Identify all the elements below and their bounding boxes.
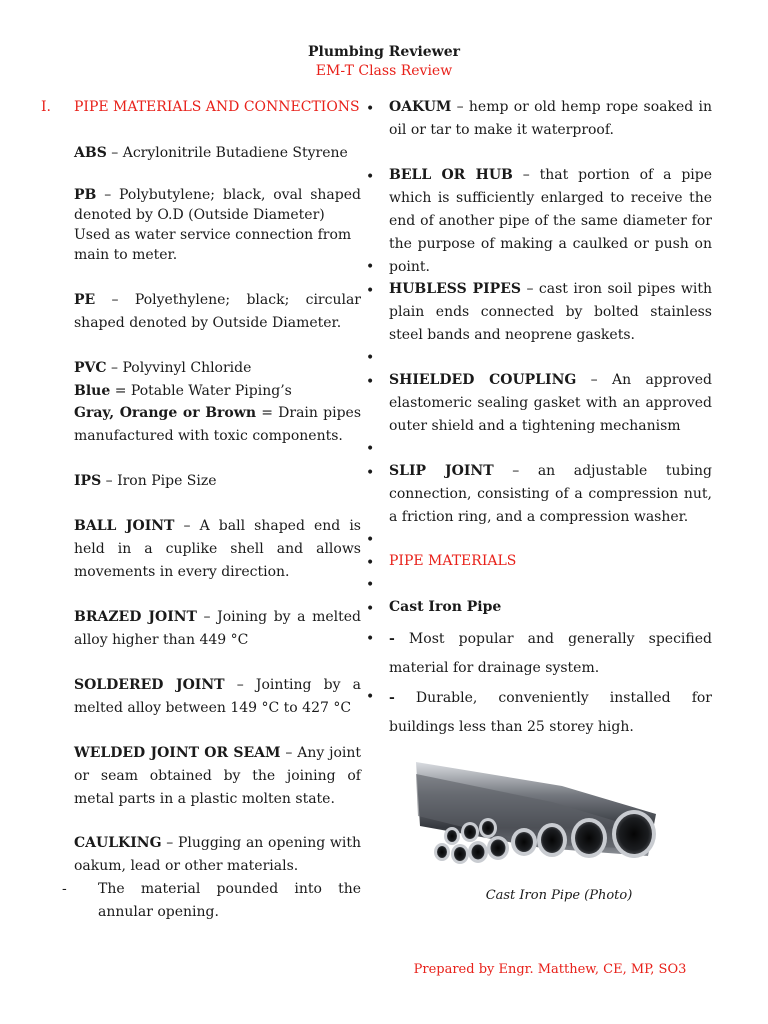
caulking-subpoint (62, 878, 361, 924)
cast-iron-point-2 (389, 684, 712, 742)
page-footer: Prepared by Engr. Matthew, CE, MP, SO3 (413, 962, 687, 977)
entry-ball-joint (74, 515, 361, 584)
term-pb: PB (74, 187, 97, 203)
entry-soldered-joint (74, 674, 361, 720)
bullet-cast-iron: • (366, 601, 375, 617)
term-slip-joint: SLIP JOINT (389, 463, 494, 479)
bullet-empty-5: • (366, 577, 375, 593)
entry-pb (74, 185, 361, 265)
section-heading (41, 96, 371, 119)
ci-point-2-text: Durable, conveniently installed for buildings less than 25 storey high. (389, 690, 712, 735)
term-ball-joint: BALL JOINT (74, 518, 175, 534)
term-blue: Blue (74, 382, 111, 399)
bullet-oakum: • (366, 101, 375, 117)
bullet-materials: • (366, 555, 375, 571)
def-pvc: – Polyvinyl Chloride (106, 360, 252, 376)
ci-dash-1: - (389, 631, 395, 647)
def-ball-joint: – A ball shaped end is held in a cuplike shell and allows movements in every direction. (74, 518, 361, 580)
bullet-slip: • (366, 465, 375, 481)
def-bell-hub: – that portion of a pipe which is sufficiently enlarged to receive the end of another pipe of the same diameter for the purpose of making a caulked or push on point. (389, 167, 713, 275)
cast-iron-heading (389, 596, 712, 619)
term-shielded-coupling: SHIELDED COUPLING (389, 372, 577, 388)
section-number: I. (41, 99, 51, 115)
bullet-hubless: • (366, 283, 375, 299)
def-hubless-pipes: – cast iron soil pipes with plain ends connected by bolted stainless steel bands and neoprene gaskets. (389, 281, 712, 343)
def-pb: – Polybutylene; black, oval shaped denoted by O.D (Outside Diameter) (74, 187, 361, 223)
entry-oakum (389, 96, 712, 142)
dash-marker: - (62, 881, 67, 897)
cast-iron-heading-text: Cast Iron Pipe (389, 599, 502, 615)
bullet-ci-2: • (366, 689, 375, 705)
def-gray: = Drain pipes manufactured with toxic components. (74, 405, 361, 444)
bullet-empty-1: • (366, 259, 375, 275)
term-caulking: CAULKING (74, 835, 162, 851)
entry-caulking (74, 832, 361, 878)
def-slip-joint: – an adjustable tubing connection, consisting of a compression nut, a friction ring, and a compression washer. (389, 463, 712, 525)
document-subtitle: EM-T Class Review (315, 63, 453, 79)
term-pvc: PVC (74, 360, 107, 376)
document-title: Plumbing Reviewer (307, 44, 461, 60)
def-pe: – Polyethylene; black; circular shaped denoted by Outside Diameter. (74, 292, 361, 331)
def-brazed-joint: – Joining by a melted alloy higher than 449 °C (74, 609, 361, 648)
term-welded-joint: WELDED JOINT OR SEAM (74, 745, 281, 761)
entry-ips (74, 470, 361, 493)
entry-abs (74, 142, 361, 165)
term-hubless-pipes: HUBLESS PIPES (389, 281, 521, 297)
def-oakum: – hemp or old hemp rope soaked in oil or tar to make it waterproof. (389, 99, 712, 138)
entry-pe (74, 289, 361, 335)
def-abs: – Acrylonitrile Butadiene Styrene (106, 145, 348, 161)
bullet-empty-2: • (366, 350, 375, 366)
def-ips: – Iron Pipe Size (101, 473, 217, 489)
entry-slip-joint (389, 460, 712, 529)
photo-caption: Cast Iron Pipe (Photo) (485, 888, 633, 903)
term-soldered-joint: SOLDERED JOINT (74, 677, 225, 693)
use-pb: Used as water service connection from main to meter. (74, 227, 352, 263)
term-ips: IPS (74, 473, 102, 489)
bullet-bell: • (366, 169, 375, 185)
term-gray: Gray, Orange or Brown (74, 405, 256, 421)
bullet-shielded: • (366, 374, 375, 390)
term-oakum: OAKUM (389, 99, 452, 115)
entry-shielded-coupling (389, 369, 712, 438)
cast-iron-pipe-photo (412, 756, 662, 868)
ci-dash-2: - (389, 690, 395, 706)
def-caulking: – Plugging an opening with oakum, lead or other materials. (74, 835, 361, 874)
bullet-empty-4: • (366, 532, 375, 548)
term-brazed-joint: BRAZED JOINT (74, 609, 197, 625)
def-welded-joint: – Any joint or seam obtained by the joining of metal parts in a plastic molten state. (74, 745, 361, 807)
term-abs: ABS (74, 145, 107, 161)
cast-iron-point-1 (389, 625, 712, 683)
entry-welded-joint (74, 742, 361, 811)
entry-hubless-pipes (389, 278, 712, 347)
section-title: PIPE MATERIALS AND CONNECTIONS (74, 99, 360, 115)
entry-bell-hub (389, 164, 712, 279)
def-soldered-joint: – Jointing by a melted alloy between 149 °C to 427 °C (74, 677, 361, 716)
def-blue: = Potable Water Piping’s (110, 382, 292, 399)
term-bell-hub: BELL OR HUB (389, 167, 513, 183)
caulking-subpoint-text: The material pounded into the annular opening. (98, 881, 361, 920)
ci-point-1-text: Most popular and generally specified material for drainage system. (389, 631, 712, 676)
entry-brazed-joint (74, 606, 361, 652)
bullet-empty-3: • (366, 441, 375, 457)
def-shielded-coupling: – An approved elastomeric sealing gasket with an approved outer shield and a tightening mechanism (389, 372, 712, 434)
term-pe: PE (74, 292, 96, 308)
bullet-ci-1: • (366, 631, 375, 647)
entry-pvc (74, 357, 361, 447)
pipe-materials-heading: PIPE MATERIALS (389, 553, 517, 569)
